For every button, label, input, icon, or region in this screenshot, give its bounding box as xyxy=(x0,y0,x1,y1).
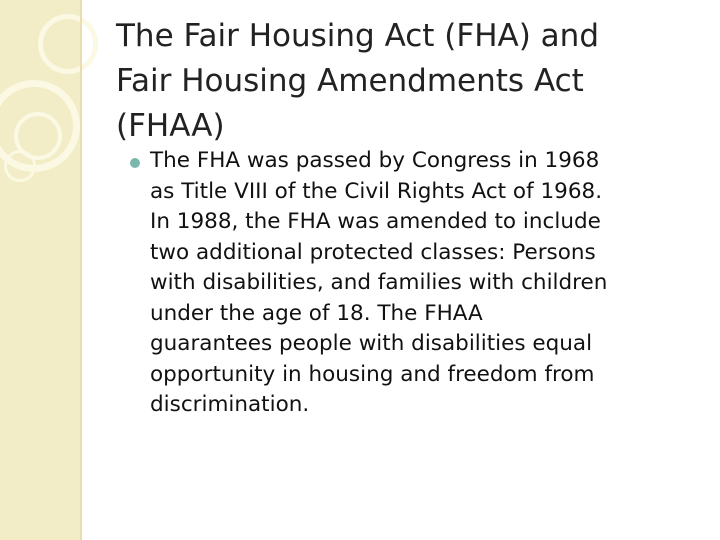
decorative-left-band xyxy=(0,0,80,540)
decorative-ring-icon xyxy=(38,14,98,74)
slide-title: The Fair Housing Act (FHA) and Fair Housing Amendments Act (FHAA) xyxy=(116,18,599,144)
bullet-list xyxy=(130,146,715,421)
bullet-text: The FHA was passed by Congress in 1968 as Title VIII of the Civil Rights Act of 1968. In 1988, the FHA was amended to include two additional protected classes: Persons with disabilities, and families with children under the age of 18. The FHAA guarantees people with disabilities equal opportunity in housing and freedom from discrimination. xyxy=(150,148,608,417)
left-band-divider xyxy=(80,0,82,540)
slide-content xyxy=(130,146,715,421)
decorative-ring-icon xyxy=(4,150,36,182)
bullet-item xyxy=(130,146,715,421)
bullet-dot-icon xyxy=(130,158,140,168)
